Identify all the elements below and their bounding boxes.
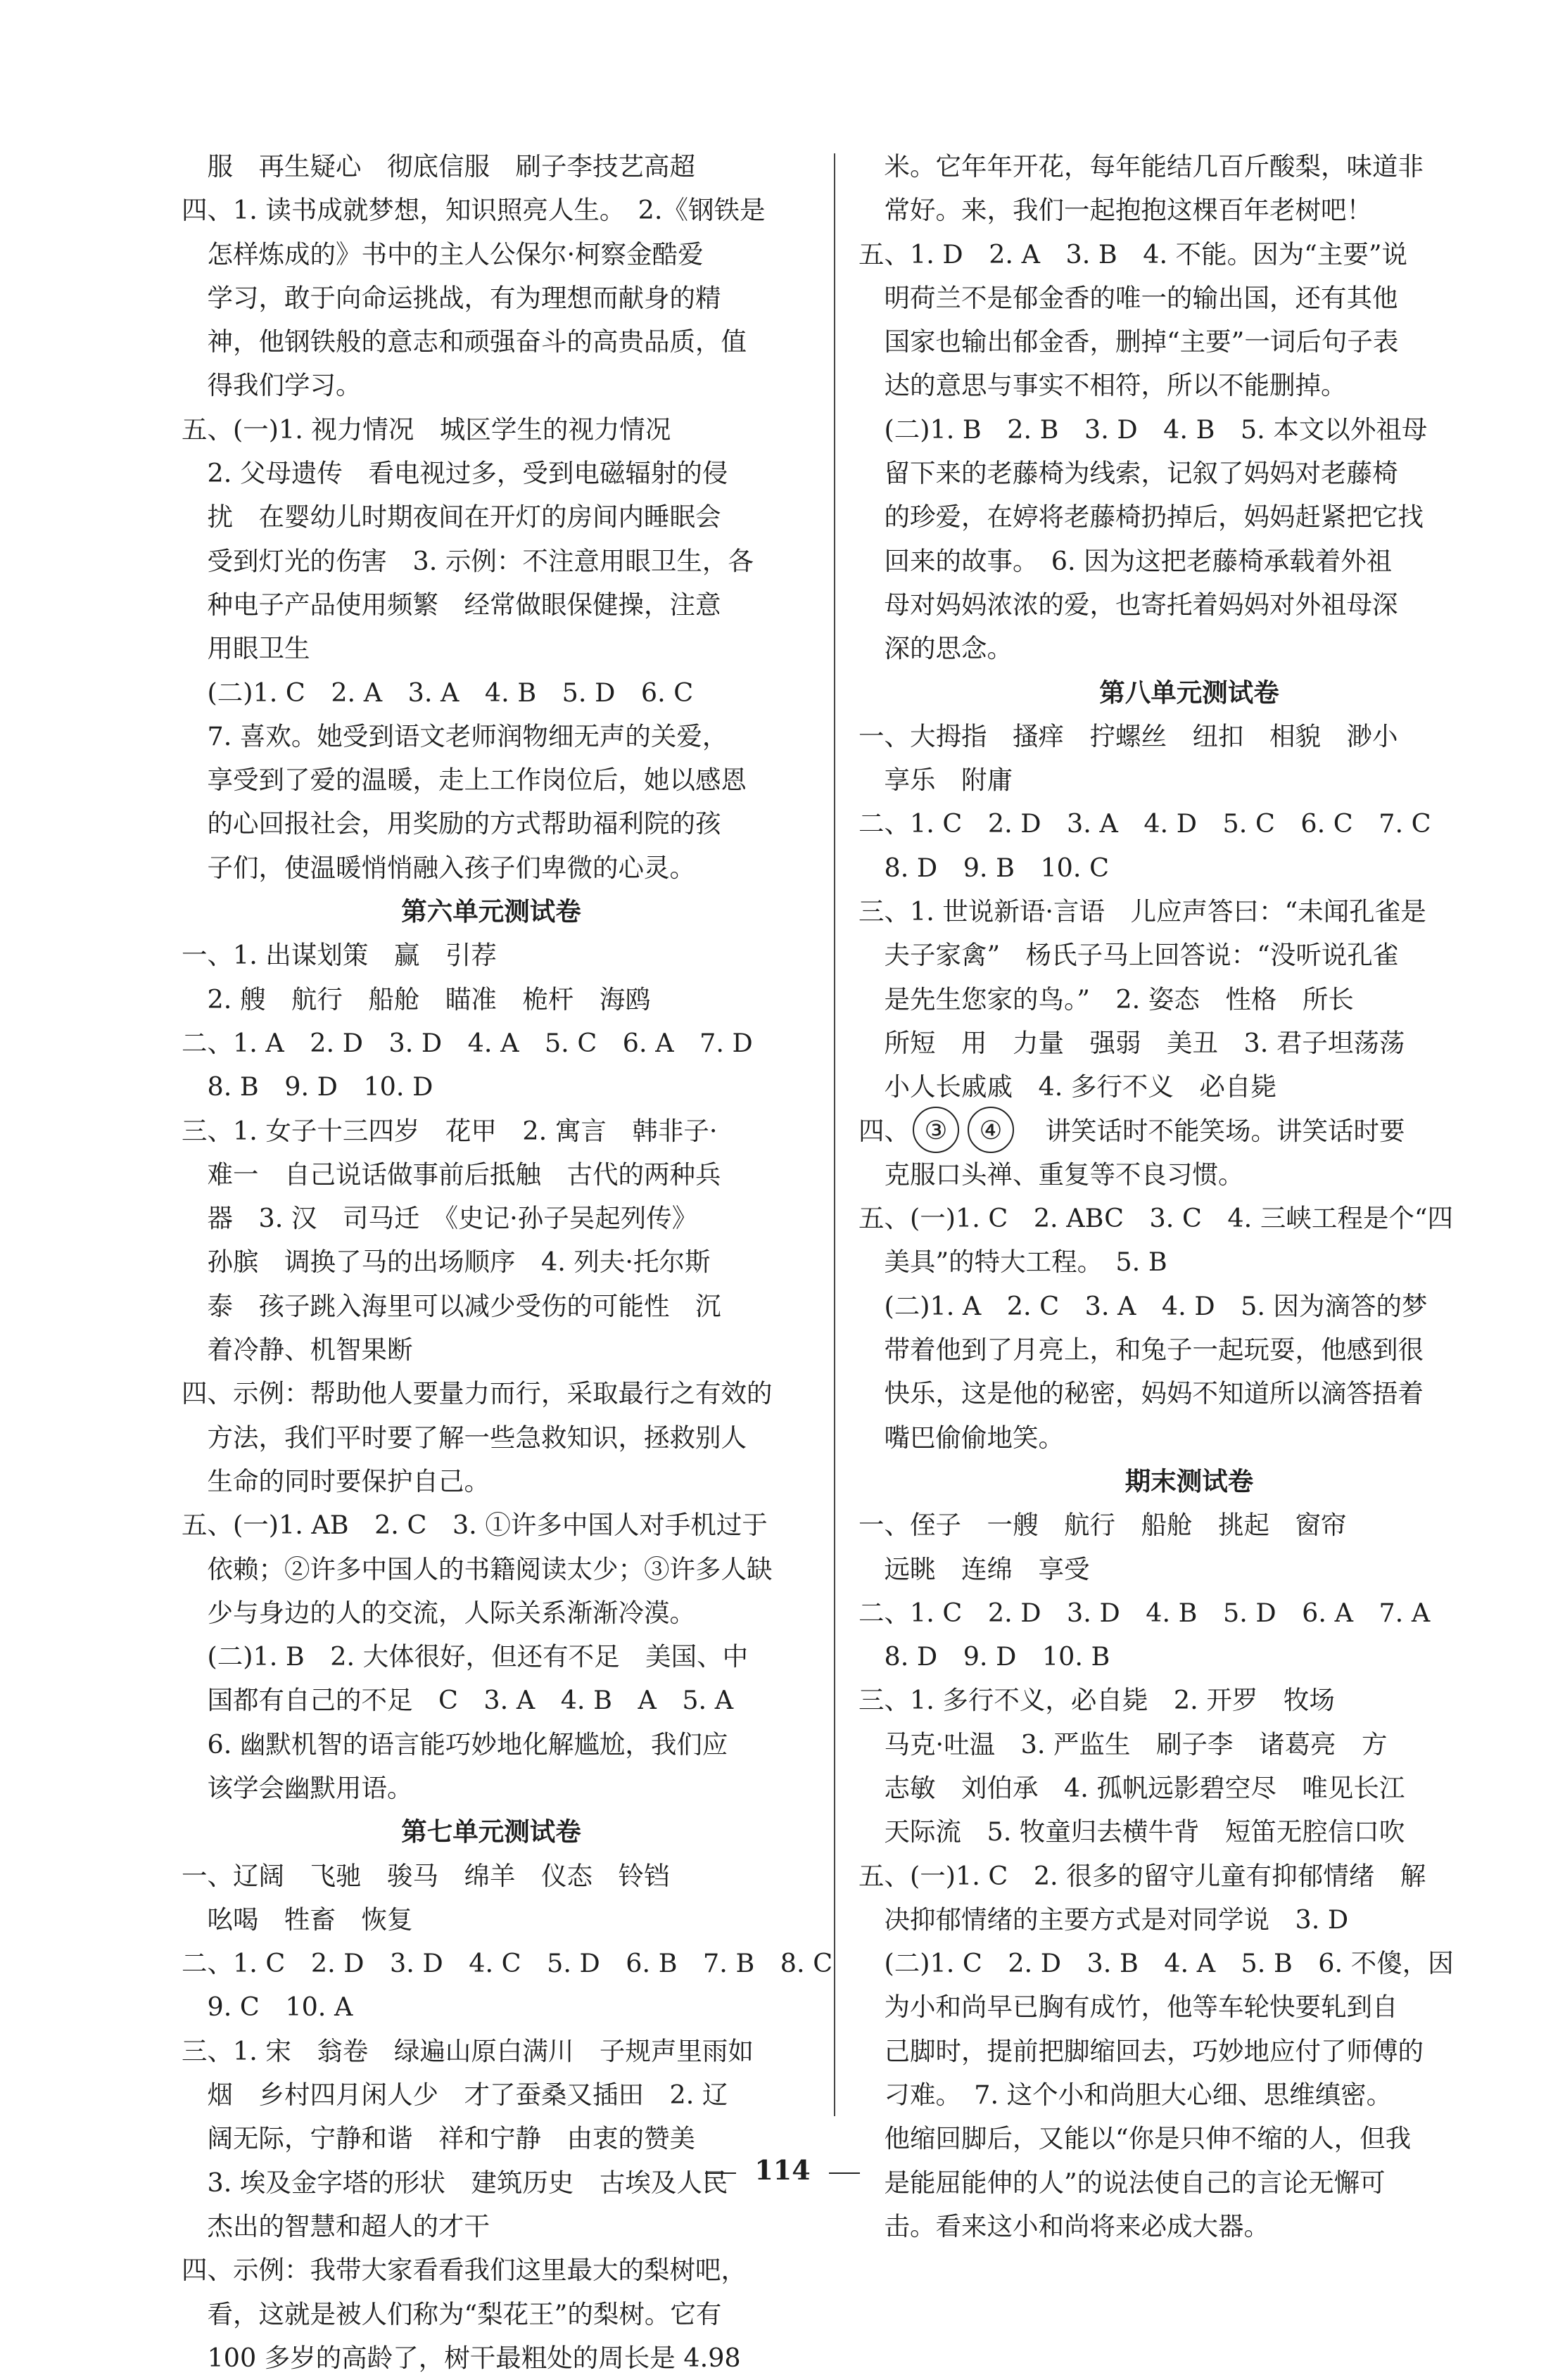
answer-line: 是先生您家的鸟。” 2. 姿态 性格 所长	[858, 984, 1354, 1014]
answer-line: 享受到了爱的温暖，走上工作岗位后，她以感恩	[182, 765, 747, 796]
answer-line: 击。看来这小和尚将来必成大器。	[858, 2210, 1269, 2241]
answer-line: 天际流 5. 牧童归去横牛背 短笛无腔信口吹	[858, 1816, 1405, 1847]
answer-line: 着冷静、机智果断	[182, 1335, 413, 1366]
answer-line: 7. 喜欢。她受到语文老师润物细无声的关爱，	[182, 720, 728, 751]
answer-line: 米。它年年开花，每年能结几百斤酸梨，味道非	[858, 151, 1424, 182]
answer-line: (二)1. B 2. B 3. D 4. B 5. 本文以外祖母	[858, 414, 1428, 445]
answer-line: 达的意思与事实不相符，所以不能删掉。	[858, 370, 1347, 401]
answer-line: (二)1. C 2. D 3. B 4. A 5. B 6. 不傻，因	[858, 1948, 1454, 1979]
answer-line: 9. C 10. A	[182, 1992, 353, 2023]
answer-line: 五、(一)1. 视力情况 城区学生的视力情况	[182, 414, 671, 445]
answer-line: 生命的同时要保护自己。	[182, 1465, 490, 1496]
section-heading: 期末测试卷	[1124, 1465, 1254, 1496]
answer-line: (二)1. C 2. A 3. A 4. B 5. D 6. C	[182, 677, 694, 708]
answer-line: 二、1. C 2. D 3. A 4. D 5. C 6. C 7. C	[858, 808, 1431, 839]
answer-line: 享乐 附庸	[858, 765, 1013, 796]
page-number: 114	[754, 2154, 811, 2186]
answer-line: 8. B 9. D 10. D	[182, 1071, 433, 1102]
answer-line: 6. 幽默机智的语言能巧妙地化解尴尬，我们应	[182, 1729, 728, 1759]
answer-line: 看，这就是被人们称为“梨花王”的梨树。它有	[182, 2298, 722, 2329]
answer-line: 2. 艘 航行 船舱 瞄准 桅杆 海鸥	[182, 984, 651, 1014]
answer-line: 远眺 连绵 享受	[858, 1553, 1090, 1584]
answer-line: 二、1. C 2. D 3. D 4. C 5. D 6. B 7. B 8. C	[182, 1948, 833, 1979]
answer-line: 二、1. A 2. D 3. D 4. A 5. C 6. A 7. D	[182, 1027, 753, 1058]
answer-line: 国都有自己的不足 C 3. A 4. B A 5. A	[182, 1685, 734, 1716]
answer-line: 己脚时，提前把脚缩回去，巧妙地应付了师傅的	[858, 2035, 1424, 2066]
answer-line: (二)1. A 2. C 3. A 4. D 5. 因为滴答的梦	[858, 1290, 1428, 1321]
answer-line: 泰 孩子跳入海里可以减少受伤的可能性 沉	[182, 1290, 721, 1321]
answer-line: 三、1. 宋 翁卷 绿遍山原白满川 子规声里雨如	[182, 2035, 754, 2066]
section-heading: 第六单元测试卷	[401, 896, 581, 927]
answer-line: 常好。来，我们一起抱抱这棵百年老树吧！	[858, 195, 1372, 226]
answer-line: 该学会幽默用语。	[182, 1772, 413, 1803]
answer-line: 四、1. 读书成就梦想，知识照亮人生。 2.《钢铁是	[182, 195, 766, 226]
circled-line-text: 讲笑话时不能笑场。讲笑话时要	[1020, 1115, 1405, 1146]
answer-line: 扰 在婴幼儿时期夜间在开灯的房间内睡眠会	[182, 502, 721, 533]
section-heading: 第七单元测试卷	[401, 1816, 581, 1847]
answer-line: 子们，使温暖悄悄融入孩子们卑微的心灵。	[182, 852, 695, 883]
answer-line: 所短 用 力量 强弱 美丑 3. 君子坦荡荡	[858, 1027, 1405, 1058]
answer-line: 的珍爱，在婷将老藤椅扔掉后，妈妈赶紧把它找	[858, 502, 1424, 533]
answer-line: 刁难。 7. 这个小和尚胆大心细、思维缜密。	[858, 2080, 1393, 2111]
answer-line: 回来的故事。 6. 因为这把老藤椅承载着外祖	[858, 545, 1393, 576]
answer-line: 四、示例：我带大家看看我们这里最大的梨树吧，	[182, 2255, 747, 2286]
answer-line: 他缩回脚后，又能以“你是只伸不缩的人，但我	[858, 2123, 1412, 2154]
answer-line: 一、辽阔 飞驰 骏马 绵羊 仪态 铃铛	[182, 1860, 670, 1891]
answer-line: 得我们学习。	[182, 370, 362, 401]
answer-line: 决抑郁情绪的主要方式是对同学说 3. D	[858, 1904, 1349, 1935]
circled-line-prefix: 四、	[858, 1115, 910, 1146]
left-column	[182, 145, 833, 2380]
answer-line: 2. 父母遗传 看电视过多，受到电磁辐射的侵	[182, 458, 728, 489]
answer-line: 8. D 9. D 10. B	[858, 1641, 1110, 1672]
answer-line: 一、大拇指 搔痒 拧螺丝 纽扣 相貌 渺小	[858, 720, 1398, 751]
answer-line: 方法，我们平时要了解一些急救知识，拯救别人	[182, 1422, 747, 1453]
right-column	[858, 145, 1520, 2248]
page-footer	[0, 2154, 1565, 2186]
answer-line: 五、(一)1. C 2. 很多的留守儿童有抑郁情绪 解	[858, 1860, 1426, 1891]
answer-line: 带着他到了月亮上，和兔子一起玩耍，他感到很	[858, 1335, 1424, 1366]
answer-line: 夫子家禽” 杨氏子马上回答说：“没听说孔雀	[858, 940, 1399, 971]
answer-line: 留下来的老藤椅为线索，记叙了妈妈对老藤椅	[858, 458, 1398, 489]
answer-line: 五、(一)1. C 2. ABC 3. C 4. 三峡工程是个“四	[858, 1203, 1453, 1234]
answer-line: 8. D 9. B 10. C	[858, 852, 1110, 883]
answer-line: 怎样炼成的》书中的主人公保尔·柯察金酷爱	[182, 238, 704, 269]
answer-line: 为小和尚早已胸有成竹，他等车轮快要轧到自	[858, 1992, 1398, 2023]
answer-line: 五、1. D 2. A 3. B 4. 不能。因为“主要”说	[858, 238, 1407, 269]
answer-line: 阔无际，宁静和谐 祥和宁静 由衷的赞美	[182, 2123, 695, 2154]
circled-number-3: ③	[913, 1107, 959, 1153]
answer-line: 的心回报社会，用奖励的方式帮助福利院的孩	[182, 808, 721, 839]
footer-dash-right	[829, 2172, 860, 2174]
answer-line: 器 3. 汉 司马迁 《史记·孙子吴起列传》	[182, 1203, 698, 1234]
footer-dash-left	[705, 2172, 736, 2174]
answer-line: 受到灯光的伤害 3. 示例：不注意用眼卫生，各	[182, 545, 754, 576]
answer-line: 三、1. 女子十三四岁 花甲 2. 寓言 韩非子·	[182, 1115, 718, 1146]
answer-line: 神，他钢铁般的意志和顽强奋斗的高贵品质，值	[182, 326, 747, 357]
answer-line: 用眼卫生	[182, 633, 310, 664]
answer-line: 孙膑 调换了马的出场顺序 4. 列夫·托尔斯	[182, 1247, 711, 1278]
answer-line: 一、侄子 一艘 航行 船舱 挑起 窗帘	[858, 1510, 1347, 1541]
answer-line: 吆喝 牲畜 恢复	[182, 1904, 413, 1935]
answer-line: 国家也输出郁金香，删掉“主要”一词后句子表	[858, 326, 1399, 357]
answer-line: 深的思念。	[858, 633, 1013, 664]
answer-line: 小人长戚戚 4. 多行不义 必自毙	[858, 1071, 1276, 1102]
answer-line: 克服口头禅、重复等不良习惯。	[858, 1159, 1244, 1190]
answer-line: 依赖；②许多中国人的书籍阅读太少；③许多人缺	[182, 1553, 773, 1584]
answer-line: 美具”的特大工程。 5. B	[858, 1247, 1167, 1278]
answer-line: 三、1. 多行不义，必自毙 2. 开罗 牧场	[858, 1685, 1335, 1716]
answer-line: 服 再生疑心 彻底信服 刷子李技艺高超	[182, 151, 695, 182]
answer-line: 一、1. 出谋划策 赢 引荐	[182, 940, 497, 971]
answer-line: 少与身边的人的交流，人际关系渐渐冷漠。	[182, 1597, 695, 1628]
answer-line: (二)1. B 2. 大体很好，但还有不足 美国、中	[182, 1641, 749, 1672]
answer-line: 三、1. 世说新语·言语 儿应声答曰：“未闻孔雀是	[858, 896, 1426, 927]
answer-line: 是能屈能伸的人”的说法使自己的言论无懈可	[858, 2167, 1386, 2198]
answer-line: 明荷兰不是郁金香的唯一的输出国，还有其他	[858, 282, 1398, 313]
answer-line: 志敏 刘伯承 4. 孤帆远影碧空尽 唯见长江	[858, 1772, 1405, 1803]
answer-line: 学习，敢于向命运挑战，有为理想而献身的精	[182, 282, 721, 313]
answer-line: 难一 自己说话做事前后抵触 古代的两种兵	[182, 1159, 721, 1190]
answer-line: 快乐，这是他的秘密，妈妈不知道所以滴答捂着	[858, 1378, 1424, 1409]
answer-line-circled	[858, 1109, 1520, 1153]
answer-line: 杰出的智慧和超人的才干	[182, 2210, 490, 2241]
answer-line: 种电子产品使用频繁 经常做眼保健操，注意	[182, 589, 721, 620]
answer-line: 四、示例：帮助他人要量力而行，采取最行之有效的	[182, 1378, 773, 1409]
answer-line: 100 多岁的高龄了，树干最粗处的周长是 4.98	[182, 2342, 741, 2373]
answer-line: 母对妈妈浓浓的爱，也寄托着妈妈对外祖母深	[858, 589, 1398, 620]
answer-line: 嘴巴偷偷地笑。	[858, 1422, 1064, 1453]
answer-line: 3. 埃及金字塔的形状 建筑历史 古埃及人民	[182, 2167, 728, 2198]
answer-line: 五、(一)1. AB 2. C 3. ①许多中国人对手机过于	[182, 1510, 768, 1541]
section-heading: 第八单元测试卷	[1099, 677, 1279, 708]
answer-line: 马克·吐温 3. 严监生 刷子李 诸葛亮 方	[858, 1729, 1388, 1759]
answer-line: 烟 乡村四月闲人少 才了蚕桑又插田 2. 辽	[182, 2080, 728, 2111]
answer-line: 二、1. C 2. D 3. D 4. B 5. D 6. A 7. A	[858, 1597, 1431, 1628]
circled-number-4: ④	[968, 1107, 1014, 1153]
column-divider	[834, 153, 835, 2116]
